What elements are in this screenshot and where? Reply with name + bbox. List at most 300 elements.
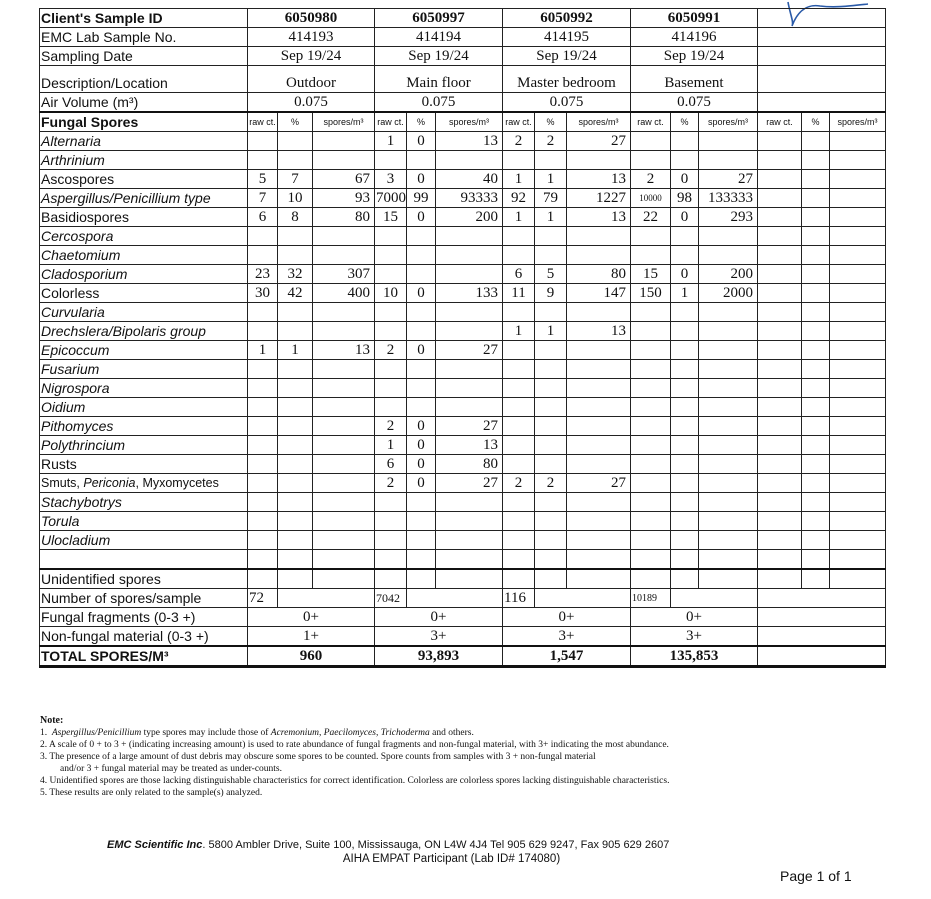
empty-sample-cell xyxy=(758,360,802,379)
percent: 1 xyxy=(535,170,567,189)
empty-sample-cell xyxy=(802,341,830,360)
lab-no-value: 414193 xyxy=(248,28,375,47)
blank-cell xyxy=(802,569,830,589)
spores-per-m3: 293 xyxy=(699,208,758,227)
spore-name: Drechslera/Bipolaris group xyxy=(40,322,248,341)
spores-per-m3: 13 xyxy=(567,322,631,341)
raw-count xyxy=(631,512,671,531)
spore-name: Torula xyxy=(40,512,248,531)
blank-cell xyxy=(671,569,699,589)
raw-count: 1 xyxy=(503,322,535,341)
spores-per-m3: 27 xyxy=(436,474,503,493)
location-value: Outdoor xyxy=(248,66,375,93)
percent xyxy=(278,493,313,512)
raw-count xyxy=(248,398,278,417)
raw-count xyxy=(503,493,535,512)
raw-count: 6 xyxy=(503,265,535,284)
raw-count xyxy=(631,398,671,417)
spores-per-m3 xyxy=(313,512,375,531)
percent xyxy=(278,360,313,379)
percent xyxy=(278,227,313,246)
spores-per-m3: 307 xyxy=(313,265,375,284)
total-spores-value: 960 xyxy=(248,646,375,667)
raw-count: 30 xyxy=(248,284,278,303)
percent: 42 xyxy=(278,284,313,303)
empty-sample-cell xyxy=(758,608,886,627)
sampling-date-value: Sep 19/24 xyxy=(503,47,631,66)
spores-per-m3 xyxy=(436,151,503,170)
raw-count xyxy=(631,246,671,265)
percent xyxy=(407,360,436,379)
percent: 1 xyxy=(671,284,699,303)
page-number: Page 1 of 1 xyxy=(780,868,852,884)
raw-count xyxy=(248,379,278,398)
empty-sample-cell xyxy=(830,227,886,246)
spores-per-m3 xyxy=(436,265,503,284)
percent xyxy=(671,512,699,531)
percent xyxy=(278,531,313,550)
spores-per-m3 xyxy=(699,360,758,379)
spores-per-m3 xyxy=(436,531,503,550)
raw-count: 5 xyxy=(248,170,278,189)
empty-sample-cell xyxy=(830,246,886,265)
empty-sample-cell xyxy=(802,170,830,189)
spores-per-m3: 13 xyxy=(313,341,375,360)
blank-cell xyxy=(830,550,886,570)
percent: 0 xyxy=(407,132,436,151)
location-label: Description/Location xyxy=(40,66,248,93)
empty-sample-cell xyxy=(758,132,802,151)
percent xyxy=(278,246,313,265)
spores-per-m3 xyxy=(313,227,375,246)
spores-per-m3-header: spores/m³ xyxy=(699,112,758,132)
raw-count xyxy=(503,303,535,322)
blank-cell xyxy=(631,569,671,589)
spore-name: Alternaria xyxy=(40,132,248,151)
empty-sample-cell xyxy=(758,93,886,113)
raw-count xyxy=(248,455,278,474)
spores-per-m3 xyxy=(436,379,503,398)
non-fungal-material-row xyxy=(40,627,886,647)
location-row xyxy=(40,66,886,93)
spores-per-m3: 80 xyxy=(567,265,631,284)
spores-per-m3 xyxy=(699,512,758,531)
raw-count-header: raw ct. xyxy=(758,112,802,132)
spore-row xyxy=(40,246,886,265)
empty-cell xyxy=(671,589,758,608)
spores-per-m3 xyxy=(313,531,375,550)
empty-sample-cell xyxy=(830,455,886,474)
percent xyxy=(278,474,313,493)
raw-count xyxy=(631,417,671,436)
empty-sample-cell xyxy=(802,493,830,512)
note-4: 4. Unidentified spores are those lacking distinguishable characteristics for correct identification. Colorless are colorless spores lacking distinguishable characteristics. xyxy=(40,776,670,786)
spores-per-m3: 200 xyxy=(699,265,758,284)
percent xyxy=(671,227,699,246)
spore-row xyxy=(40,531,886,550)
percent xyxy=(671,455,699,474)
spore-name: Polythrincium xyxy=(40,436,248,455)
raw-count: 6 xyxy=(375,455,407,474)
spore-name: Basidiospores xyxy=(40,208,248,227)
raw-count xyxy=(503,151,535,170)
raw-count xyxy=(375,512,407,531)
blank-cell xyxy=(436,569,503,589)
empty-sample-cell xyxy=(758,589,886,608)
spores-per-m3 xyxy=(436,246,503,265)
spore-name: Cercospora xyxy=(40,227,248,246)
spore-name: Stachybotrys xyxy=(40,493,248,512)
spores-per-m3 xyxy=(313,398,375,417)
percent: 2 xyxy=(535,474,567,493)
empty-sample-cell xyxy=(802,322,830,341)
total-spores-value: 135,853 xyxy=(631,646,758,667)
blank-cell xyxy=(248,569,278,589)
empat-text: AIHA EMPAT Participant (Lab ID# 174080) xyxy=(342,853,561,865)
blank-row xyxy=(40,550,886,570)
total-spores-label: TOTAL SPORES/M³ xyxy=(40,646,248,667)
raw-count: 15 xyxy=(631,265,671,284)
non-fungal-material-value: 3+ xyxy=(375,627,503,647)
raw-count: 7 xyxy=(248,189,278,208)
spore-name: Nigrospora xyxy=(40,379,248,398)
empty-sample-cell xyxy=(758,512,802,531)
percent xyxy=(407,512,436,531)
raw-count xyxy=(248,531,278,550)
spores-per-m3: 200 xyxy=(436,208,503,227)
percent: 0 xyxy=(407,170,436,189)
blank-cell xyxy=(313,550,375,570)
spore-name: Colorless xyxy=(40,284,248,303)
spore-row xyxy=(40,284,886,303)
percent: 0 xyxy=(407,474,436,493)
spores-per-m3 xyxy=(699,398,758,417)
raw-count: 22 xyxy=(631,208,671,227)
blank-cell xyxy=(802,550,830,570)
spore-name: Fusarium xyxy=(40,360,248,379)
empty-sample-cell xyxy=(802,398,830,417)
empty-sample-cell xyxy=(758,265,802,284)
spore-name: Aspergillus/Penicillium type xyxy=(40,189,248,208)
empty-sample-cell xyxy=(758,208,802,227)
raw-count-header: raw ct. xyxy=(631,112,671,132)
spores-per-m3 xyxy=(313,246,375,265)
percent xyxy=(671,531,699,550)
spores-per-m3 xyxy=(567,246,631,265)
column-header-row xyxy=(40,112,886,132)
empty-sample-cell xyxy=(830,208,886,227)
percent: 32 xyxy=(278,265,313,284)
percent: 10 xyxy=(278,189,313,208)
raw-count: 11 xyxy=(503,284,535,303)
raw-count-header: raw ct. xyxy=(503,112,535,132)
sampling-date-value: Sep 19/24 xyxy=(248,47,375,66)
empty-sample-cell xyxy=(830,170,886,189)
spores-per-m3: 27 xyxy=(699,170,758,189)
sampling-date-value: Sep 19/24 xyxy=(631,47,758,66)
blank-cell xyxy=(503,569,535,589)
spores-per-m3 xyxy=(313,436,375,455)
percent: 1 xyxy=(278,341,313,360)
fungal-fragments-value: 0+ xyxy=(375,608,503,627)
non-fungal-material-value: 1+ xyxy=(248,627,375,647)
empty-sample-cell xyxy=(758,379,802,398)
percent: 1 xyxy=(535,208,567,227)
spores-per-m3: 80 xyxy=(313,208,375,227)
raw-count xyxy=(248,360,278,379)
percent xyxy=(535,303,567,322)
spores-per-m3 xyxy=(567,493,631,512)
blank-cell xyxy=(278,550,313,570)
note-3-continued: and/or 3 + fungal material may be treated as under-counts. xyxy=(60,764,283,774)
spores-per-m3 xyxy=(699,417,758,436)
total-spores-value: 93,893 xyxy=(375,646,503,667)
blank-cell xyxy=(535,550,567,570)
spores-per-m3 xyxy=(699,531,758,550)
blank-cell xyxy=(407,550,436,570)
raw-count xyxy=(503,379,535,398)
spores-per-m3 xyxy=(436,512,503,531)
empty-sample-cell xyxy=(758,246,802,265)
percent: 1 xyxy=(535,322,567,341)
raw-count xyxy=(503,455,535,474)
empty-sample-cell xyxy=(758,303,802,322)
raw-count xyxy=(631,132,671,151)
spores-per-m3 xyxy=(567,398,631,417)
percent xyxy=(535,398,567,417)
spore-row xyxy=(40,151,886,170)
notes-section xyxy=(40,715,890,799)
raw-count xyxy=(375,151,407,170)
note-5: 5. These results are only related to the sample(s) analyzed. xyxy=(40,788,263,798)
air-volume-row xyxy=(40,93,886,113)
empty-sample-cell xyxy=(830,379,886,398)
spores-per-m3: 27 xyxy=(567,474,631,493)
raw-count xyxy=(503,436,535,455)
empty-sample-cell xyxy=(830,493,886,512)
blank-cell xyxy=(375,550,407,570)
percent xyxy=(278,132,313,151)
total-spores-row xyxy=(40,646,886,667)
spores-per-m3 xyxy=(699,303,758,322)
spore-name: Cladosporium xyxy=(40,265,248,284)
number-of-spores-row xyxy=(40,589,886,608)
percent xyxy=(407,151,436,170)
raw-count: 2 xyxy=(375,417,407,436)
percent-header: % xyxy=(802,112,830,132)
empty-sample-cell xyxy=(830,341,886,360)
empty-sample-cell xyxy=(802,246,830,265)
percent xyxy=(278,417,313,436)
percent xyxy=(278,303,313,322)
note-2: 2. A scale of 0 + to 3 + (indicating increasing amount) is used to rate abundance of fungal fragments and non-fungal material, with 3+ indicating the most abundance. xyxy=(40,740,669,750)
spores-per-m3 xyxy=(313,455,375,474)
spores-per-m3 xyxy=(699,246,758,265)
percent xyxy=(671,151,699,170)
spores-per-m3 xyxy=(699,151,758,170)
percent xyxy=(407,493,436,512)
raw-count xyxy=(375,531,407,550)
percent: 0 xyxy=(407,284,436,303)
empty-sample-cell xyxy=(830,284,886,303)
blank-cell xyxy=(503,550,535,570)
air-volume-label: Air Volume (m³) xyxy=(40,93,248,113)
raw-count xyxy=(375,379,407,398)
spores-per-m3 xyxy=(567,303,631,322)
spores-per-m3: 133333 xyxy=(699,189,758,208)
unidentified-label: Unidentified spores xyxy=(40,569,248,589)
spores-per-m3 xyxy=(436,398,503,417)
raw-count: 1 xyxy=(375,436,407,455)
empty-cell xyxy=(535,589,631,608)
percent: 0 xyxy=(407,208,436,227)
spores-per-m3 xyxy=(436,493,503,512)
spore-row xyxy=(40,493,886,512)
spores-per-m3 xyxy=(699,132,758,151)
note-1-text: type spores may include those of xyxy=(141,728,271,738)
empty-sample-cell xyxy=(758,493,802,512)
percent xyxy=(278,151,313,170)
note-1-genera: Acremonium, Paecilomyces, Trichoderma xyxy=(270,728,430,738)
empty-sample-cell xyxy=(830,265,886,284)
percent xyxy=(407,227,436,246)
number-of-spores-label: Number of spores/sample xyxy=(40,589,248,608)
note-1-genus: Aspergillus/Penicillium xyxy=(51,728,142,738)
raw-count: 15 xyxy=(375,208,407,227)
raw-count xyxy=(631,455,671,474)
raw-count xyxy=(248,436,278,455)
unidentified-row xyxy=(40,569,886,589)
raw-count xyxy=(631,360,671,379)
percent xyxy=(671,436,699,455)
sampling-date-label: Sampling Date xyxy=(40,47,248,66)
raw-count xyxy=(248,227,278,246)
empty-sample-cell xyxy=(758,170,802,189)
client-id-value: 6050997 xyxy=(375,9,503,28)
percent xyxy=(671,246,699,265)
empty-sample-cell xyxy=(758,417,802,436)
non-fungal-material-label: Non-fungal material (0-3 +) xyxy=(40,627,248,647)
spores-per-m3: 13 xyxy=(436,132,503,151)
spores-per-m3 xyxy=(567,512,631,531)
spores-per-m3 xyxy=(567,417,631,436)
blank-cell xyxy=(830,569,886,589)
sampling-date-value: Sep 19/24 xyxy=(375,47,503,66)
percent xyxy=(278,379,313,398)
note-1-number: 1. xyxy=(40,728,48,738)
blank-cell xyxy=(248,550,278,570)
empty-sample-cell xyxy=(802,303,830,322)
spores-per-m3: 93333 xyxy=(436,189,503,208)
spores-per-m3 xyxy=(313,303,375,322)
empty-cell xyxy=(278,589,375,608)
raw-count xyxy=(503,417,535,436)
empty-sample-cell xyxy=(830,417,886,436)
percent xyxy=(278,398,313,417)
percent xyxy=(671,417,699,436)
spores-per-m3 xyxy=(699,436,758,455)
spores-per-m3 xyxy=(313,360,375,379)
raw-count xyxy=(503,531,535,550)
spores-per-m3 xyxy=(313,132,375,151)
raw-count: 1 xyxy=(375,132,407,151)
raw-count xyxy=(375,303,407,322)
fungal-fragments-label: Fungal fragments (0-3 +) xyxy=(40,608,248,627)
company-address: . 5800 Ambler Drive, Suite 100, Mississauga, ON L4W 4J4 Tel 905 629 9247, Fax 905 629 2607 xyxy=(202,839,670,851)
empty-sample-cell xyxy=(802,531,830,550)
raw-count xyxy=(375,265,407,284)
raw-count: 10 xyxy=(375,284,407,303)
blank-cell xyxy=(671,550,699,570)
percent xyxy=(535,341,567,360)
percent-header: % xyxy=(671,112,699,132)
note-1 xyxy=(40,727,890,739)
raw-count: 92 xyxy=(503,189,535,208)
spore-name: Curvularia xyxy=(40,303,248,322)
percent: 0 xyxy=(671,170,699,189)
empty-sample-cell xyxy=(802,474,830,493)
blank-cell xyxy=(375,569,407,589)
spore-row xyxy=(40,398,886,417)
percent-header: % xyxy=(278,112,313,132)
raw-count-header: raw ct. xyxy=(375,112,407,132)
empty-sample-cell xyxy=(802,417,830,436)
percent xyxy=(278,455,313,474)
location-value: Master bedroom xyxy=(503,66,631,93)
spores-per-m3 xyxy=(436,303,503,322)
raw-count xyxy=(375,360,407,379)
spores-per-m3 xyxy=(567,151,631,170)
empty-sample-cell xyxy=(830,398,886,417)
percent xyxy=(671,341,699,360)
percent: 0 xyxy=(671,208,699,227)
raw-count xyxy=(631,436,671,455)
empty-sample-cell xyxy=(830,322,886,341)
spore-row xyxy=(40,512,886,531)
percent xyxy=(407,265,436,284)
raw-count xyxy=(375,246,407,265)
fungal-spores-label: Fungal Spores xyxy=(40,112,248,132)
spore-row xyxy=(40,322,886,341)
empty-sample-cell xyxy=(830,512,886,531)
air-volume-value: 0.075 xyxy=(503,93,631,113)
percent xyxy=(671,132,699,151)
air-volume-value: 0.075 xyxy=(631,93,758,113)
client-id-label: Client's Sample ID xyxy=(40,9,248,28)
empty-sample-cell xyxy=(758,189,802,208)
empty-sample-cell xyxy=(830,303,886,322)
percent: 9 xyxy=(535,284,567,303)
spores-per-m3 xyxy=(436,322,503,341)
footer-company-line xyxy=(107,839,669,851)
blank-cell xyxy=(567,550,631,570)
percent: 0 xyxy=(407,341,436,360)
spores-per-m3 xyxy=(699,455,758,474)
spore-row xyxy=(40,436,886,455)
lab-no-value: 414195 xyxy=(503,28,631,47)
percent-header: % xyxy=(407,112,436,132)
fungal-fragments-value: 0+ xyxy=(503,608,631,627)
spores-per-m3: 80 xyxy=(436,455,503,474)
fungal-fragments-row xyxy=(40,608,886,627)
raw-count xyxy=(631,151,671,170)
percent xyxy=(407,303,436,322)
percent xyxy=(535,493,567,512)
empty-sample-cell xyxy=(758,284,802,303)
spores-per-m3 xyxy=(699,493,758,512)
raw-count: 150 xyxy=(631,284,671,303)
spore-row xyxy=(40,341,886,360)
